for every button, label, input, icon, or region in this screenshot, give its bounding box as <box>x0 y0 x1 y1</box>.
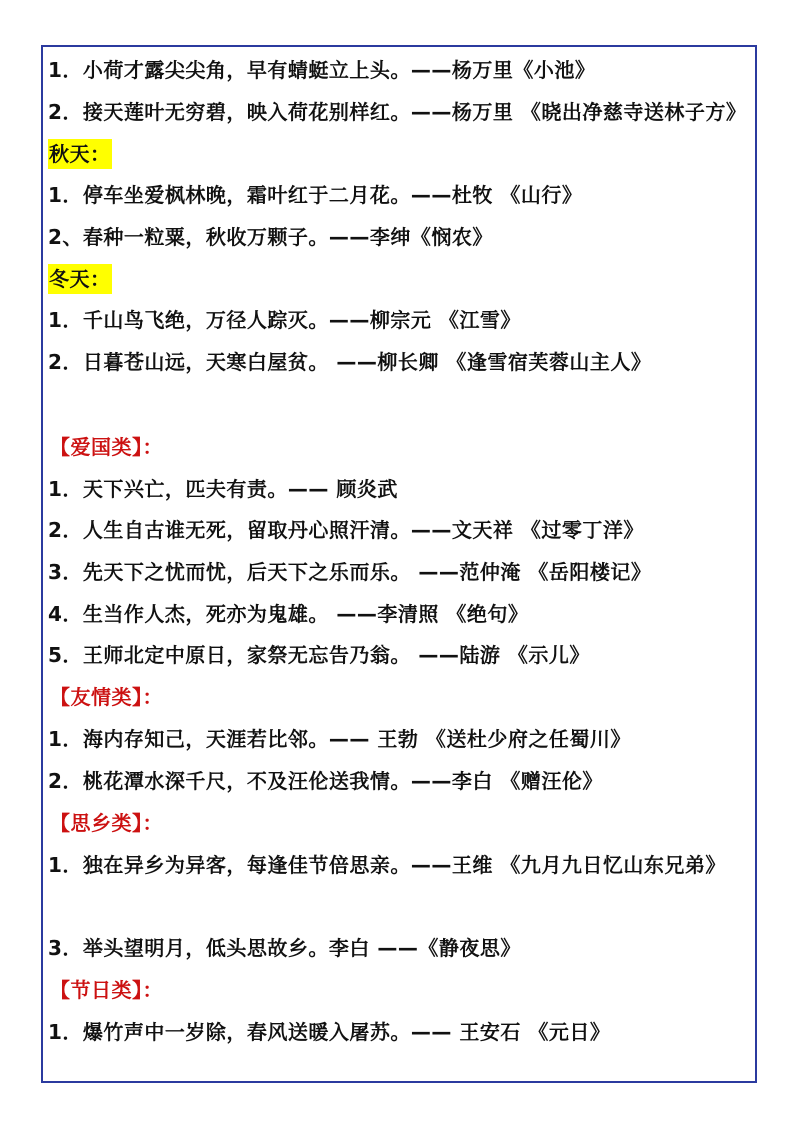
poem-line: 1．独在异乡为异客，每逢佳节倍思亲。——王维 《九月九日忆山东兄弟》 <box>48 853 726 877</box>
poem-line: 2．接天莲叶无穷碧，映入荷花别样红。——杨万里 《晓出净慈寺送林子方》 <box>48 100 747 124</box>
poem-line: 1．小荷才露尖尖角，早有蜻蜓立上头。——杨万里《小池》 <box>48 58 596 82</box>
poem-line: 2．日暮苍山远，天寒白屋贫。 ——柳长卿 《逢雪宿芙蓉山主人》 <box>48 350 652 374</box>
poem-line: 4．生当作人杰，死亦为鬼雄。 ——李清照 《绝句》 <box>48 602 529 626</box>
season-heading-autumn: 秋天： <box>48 137 112 171</box>
category-heading-homesick: 【思乡类】： <box>50 811 163 835</box>
poem-line: 1．天下兴亡，匹夫有责。—— 顾炎武 <box>48 477 398 501</box>
poem-line: 2．人生自古谁无死，留取丹心照汗清。——文天祥 《过零丁洋》 <box>48 518 644 542</box>
poem-line: 5．王师北定中原日，家祭无忘告乃翁。 ——陆游 《示儿》 <box>48 643 590 667</box>
poem-line: 3．先天下之忧而忧，后天下之乐而乐。 ——范仲淹 《岳阳楼记》 <box>48 560 652 584</box>
season-heading-winter: 冬天： <box>48 262 112 296</box>
category-heading-friendship: 【友情类】： <box>50 685 163 709</box>
poem-line: 3．举头望明月，低头思故乡。李白 ——《静夜思》 <box>48 936 521 960</box>
poem-line: 1．千山鸟飞绝，万径人踪灭。——柳宗元 《江雪》 <box>48 308 521 332</box>
poem-line: 2、春种一粒粟，秋收万颗子。——李绅《悯农》 <box>48 225 493 249</box>
poem-line: 2．桃花潭水深千尺，不及汪伦送我情。——李白 《赠汪伦》 <box>48 769 603 793</box>
poem-line: 1．爆竹声中一岁除，春风送暖入屠苏。—— 王安石 《元日》 <box>48 1020 611 1044</box>
category-heading-patriotic: 【爱国类】： <box>50 435 163 459</box>
poem-line: 1．停车坐爱枫林晚，霜叶红于二月花。——杜牧 《山行》 <box>48 183 583 207</box>
category-heading-festival: 【节日类】： <box>50 978 163 1002</box>
poem-line: 1．海内存知己，天涯若比邻。—— 王勃 《送杜少府之任蜀川》 <box>48 727 631 751</box>
